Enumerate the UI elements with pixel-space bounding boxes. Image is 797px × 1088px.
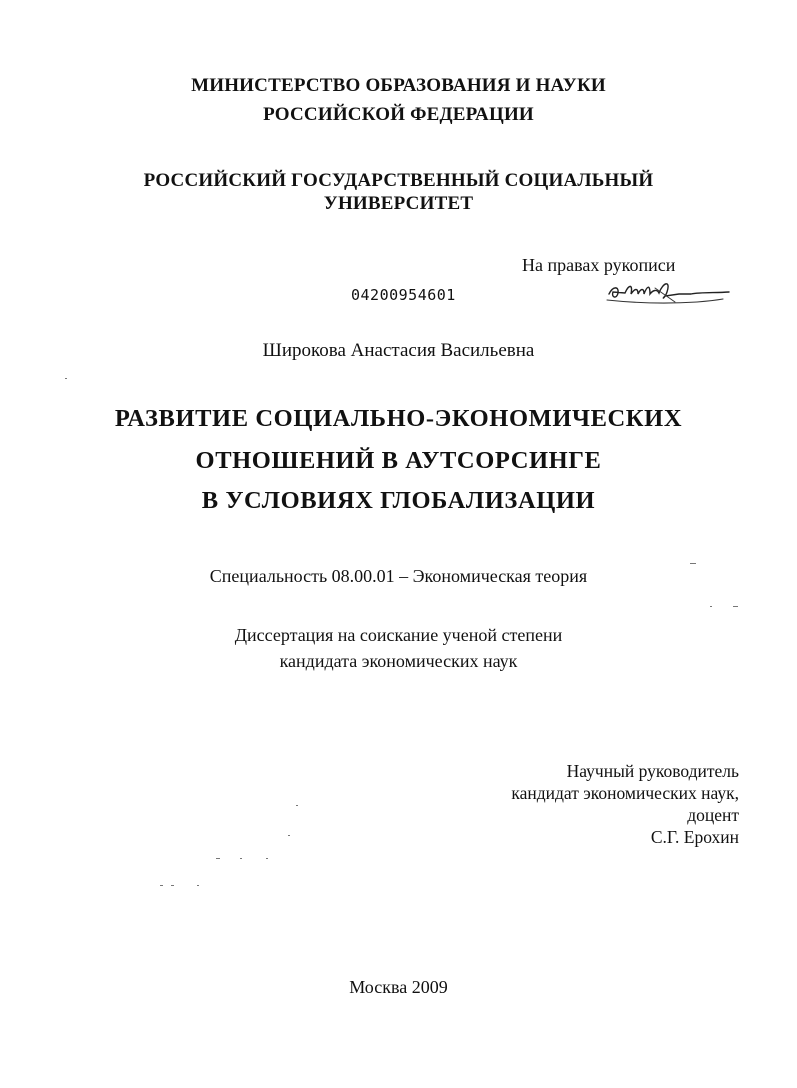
scan-speck [690, 563, 696, 564]
degree-line1: Диссертация на соискание ученой степени [234, 625, 563, 645]
degree-line2: кандидата экономических наук [279, 651, 518, 671]
scan-speck [296, 805, 298, 806]
ministry-name-line1: МИНИСТЕРСТВО ОБРАЗОВАНИЯ И НАУКИ [191, 75, 606, 96]
manuscript-note: На правах рукописи [522, 255, 676, 275]
scan-speck [266, 858, 268, 859]
scan-speck [160, 885, 163, 886]
dissertation-title-line3: В УСЛОВИЯХ ГЛОБАЛИЗАЦИИ [201, 487, 596, 514]
scan-speck [65, 378, 67, 379]
city-year: Москва 2009 [349, 977, 448, 997]
supervisor-name: С.Г. Ерохин [650, 827, 739, 847]
ministry-name-line2: РОССИЙСКОЙ ФЕДЕРАЦИИ [263, 104, 534, 125]
scan-speck [240, 858, 242, 859]
specialty: Специальность 08.00.01 – Экономическая теория [209, 566, 588, 586]
scan-speck [710, 606, 712, 607]
supervisor-role: Научный руководитель [566, 761, 739, 781]
dissertation-title-line1: РАЗВИТИЕ СОЦИАЛЬНО-ЭКОНОМИЧЕСКИХ [114, 405, 683, 432]
supervisor-block [511, 760, 739, 848]
scan-speck [216, 858, 220, 859]
signature-icon [605, 276, 735, 312]
scan-speck [171, 885, 174, 886]
dissertation-title-line2: ОТНОШЕНИЙ В АУТСОРСИНГЕ [195, 447, 602, 474]
author-name: Широкова Анастасия Васильевна [262, 340, 535, 361]
scan-speck [288, 835, 290, 836]
registration-number: 04200954601 [351, 286, 456, 304]
university-name-line1: РОССИЙСКИЙ ГОСУДАРСТВЕННЫЙ СОЦИАЛЬНЫЙ [143, 170, 654, 191]
scan-speck [197, 885, 199, 886]
supervisor-degree: кандидат экономических наук, [511, 783, 739, 803]
supervisor-title: доцент [687, 805, 739, 825]
university-name-line2: УНИВЕРСИТЕТ [323, 193, 474, 214]
scan-speck [733, 606, 738, 607]
